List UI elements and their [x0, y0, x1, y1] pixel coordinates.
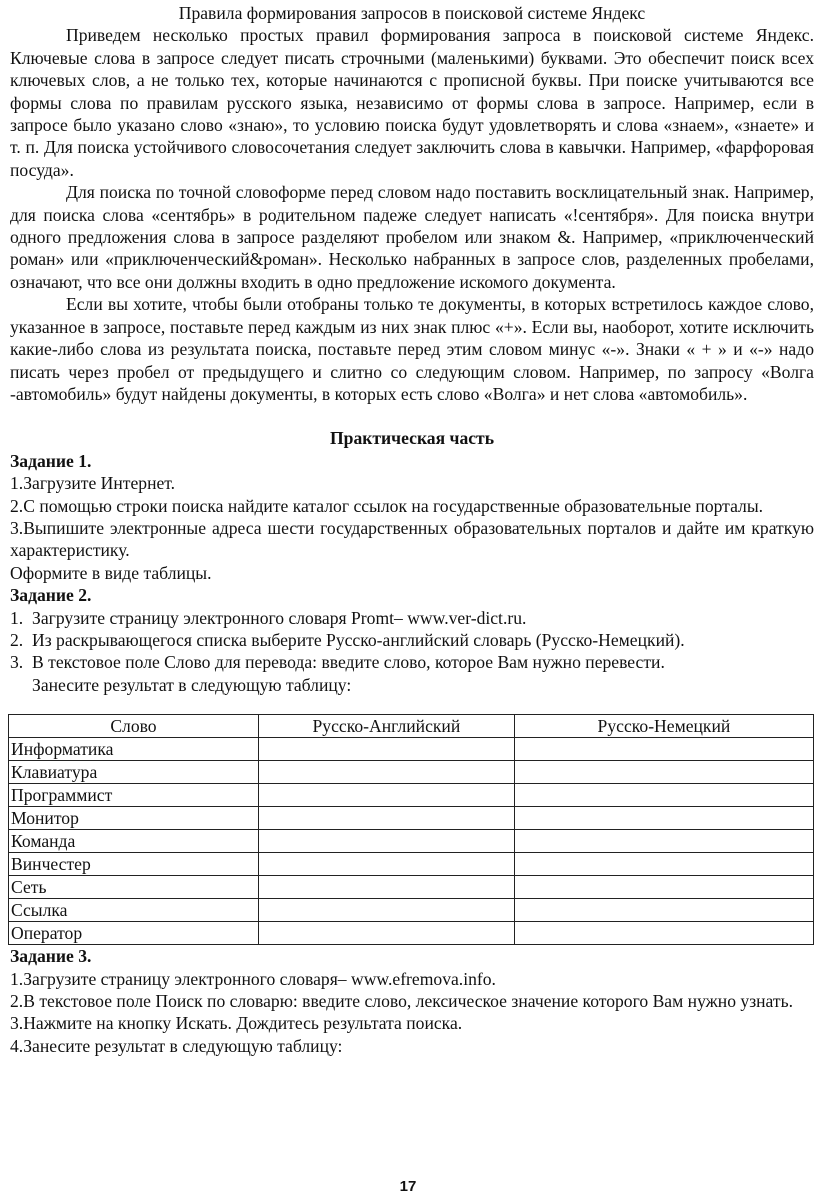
english-cell[interactable] [258, 853, 514, 876]
paragraph-query-rules: Приведем несколько простых правил формирования запроса в поисковой системе Яндекс. Ключевые слова в запросе следует писать строчными (маленькими) буквами. Это обеспечит поиск всех ключевых слов, а не только тех, которые начинаются с прописной буквы. При поиске учитываются все формы слова по правилам русского языка, независимо от формы слова в запросе. Например, если в запросе было указано слово «знаю», то условию поиска будут удовлетворять и слова «знаем», «знаете» и т. п. Для поиска устойчивого словосочетания следует заключить слова в кавычки. Например, «фарфоровая посуда». [10, 25, 814, 180]
page-title: Правила формирования запросов в поисковой системе Яндекс [178, 3, 646, 23]
table-row [9, 807, 814, 830]
word-cell: Программист [9, 784, 259, 807]
english-cell[interactable] [258, 922, 514, 945]
list-item [10, 651, 814, 673]
task2-title: Задание 2. [10, 585, 92, 606]
task1-item: Оформите в виде таблицы. [10, 562, 212, 583]
german-cell[interactable] [514, 738, 813, 761]
word-cell: Ссылка [9, 899, 259, 922]
paragraph-exact-wordform: Для поиска по точной словоформе перед словом надо поставить восклицательный знак. Например, для поиска слова «сентябрь» в родительном падеже следует написать «!сентября». Для поиска внутри одного предложения слова в запросе разделяют пробелом или знаком &. Например, «приключенческий роман» или «приключенческий&роман». Несколько набранных в запросе слов, разделенных пробелами, означают, что все они должны входить в одно предложение искомого документа. [10, 182, 814, 292]
english-cell[interactable] [258, 876, 514, 899]
word-cell: Монитор [9, 807, 259, 830]
english-cell[interactable] [258, 807, 514, 830]
table-row [9, 761, 814, 784]
task1-item: 2.С помощью строки поиска найдите каталог ссылок на государственные образовательные порталы. [10, 495, 764, 516]
english-cell[interactable] [258, 761, 514, 784]
list-number: 2. [10, 629, 24, 650]
table-row [9, 738, 814, 761]
task2-note: Занесите результат в следующую таблицу: [32, 674, 352, 695]
english-cell[interactable] [258, 738, 514, 761]
task3-item: 4.Занесите результат в следующую таблицу: [10, 1035, 343, 1056]
word-cell: Информатика [9, 738, 259, 761]
word-cell: Клавиатура [9, 761, 259, 784]
german-cell[interactable] [514, 853, 813, 876]
word-cell: Оператор [9, 922, 259, 945]
german-cell[interactable] [514, 922, 813, 945]
table-row [9, 922, 814, 945]
list-number: 1. [10, 607, 24, 628]
list-text: Загрузите страницу электронного словаря Promt– www.ver-dict.ru. [32, 607, 527, 628]
german-cell[interactable] [514, 761, 813, 784]
english-cell[interactable] [258, 899, 514, 922]
practical-section-title: Практическая часть [330, 428, 494, 449]
german-cell[interactable] [514, 807, 813, 830]
english-cell[interactable] [258, 830, 514, 853]
task2-list [10, 607, 814, 674]
translation-table [8, 714, 814, 945]
table-row [9, 830, 814, 853]
task1-title: Задание 1. [10, 450, 92, 471]
german-cell[interactable] [514, 830, 813, 853]
paragraph-plus-minus: Если вы хотите, чтобы были отобраны только те документы, в которых встретилось каждое слово, указанное в запросе, поставьте перед каждым из них знак плюс «+». Если вы, наоборот, хотите исключить какие-либо слова из результата поиска, поставьте перед этим словом минус «-». Знаки « + » и «-» надо писать через пробел от предыдущего и слитно со следующим словом. Например, по запросу «Волга -автомобиль» будут найдены документы, в которых есть слово «Волга» и нет слова «автомобиль». [10, 294, 814, 404]
task1-item: 3.Выпишите электронные адреса шести государственных образовательных порталов и дайте им краткую характеристику. [10, 517, 814, 561]
header-russian-german: Русско-Немецкий [514, 715, 813, 738]
german-cell[interactable] [514, 784, 813, 807]
table-header-row [9, 715, 814, 738]
list-item [10, 607, 814, 629]
task3-item: 1.Загрузите страницу электронного словаря– www.efremova.info. [10, 968, 496, 989]
english-cell[interactable] [258, 784, 514, 807]
word-cell: Сеть [9, 876, 259, 899]
page-number: 17 [399, 1178, 417, 1195]
task3-item: 3.Нажмите на кнопку Искать. Дождитесь результата поиска. [10, 1013, 463, 1034]
word-cell: Команда [9, 830, 259, 853]
list-text: В текстовое поле Слово для перевода: введите слово, которое Вам нужно перевести. [32, 652, 665, 673]
table-row [9, 899, 814, 922]
task3-item: 2.В текстовое поле Поиск по словарю: введите слово, лексическое значение которого Вам нужно узнать. [10, 991, 794, 1011]
header-russian-english: Русско-Английский [258, 715, 514, 738]
document-page [10, 2, 814, 1057]
list-text: Из раскрывающегося списка выберите Русско-английский словарь (Русско-Немецкий). [32, 629, 685, 650]
word-cell: Винчестер [9, 853, 259, 876]
list-item [10, 629, 814, 651]
table-row [9, 876, 814, 899]
task1-item: 1.Загрузите Интернет. [10, 473, 176, 494]
list-number: 3. [10, 652, 24, 673]
table-row [9, 784, 814, 807]
table-row [9, 853, 814, 876]
task3-title: Задание 3. [10, 946, 92, 967]
german-cell[interactable] [514, 876, 813, 899]
german-cell[interactable] [514, 899, 813, 922]
header-word: Слово [9, 715, 259, 738]
